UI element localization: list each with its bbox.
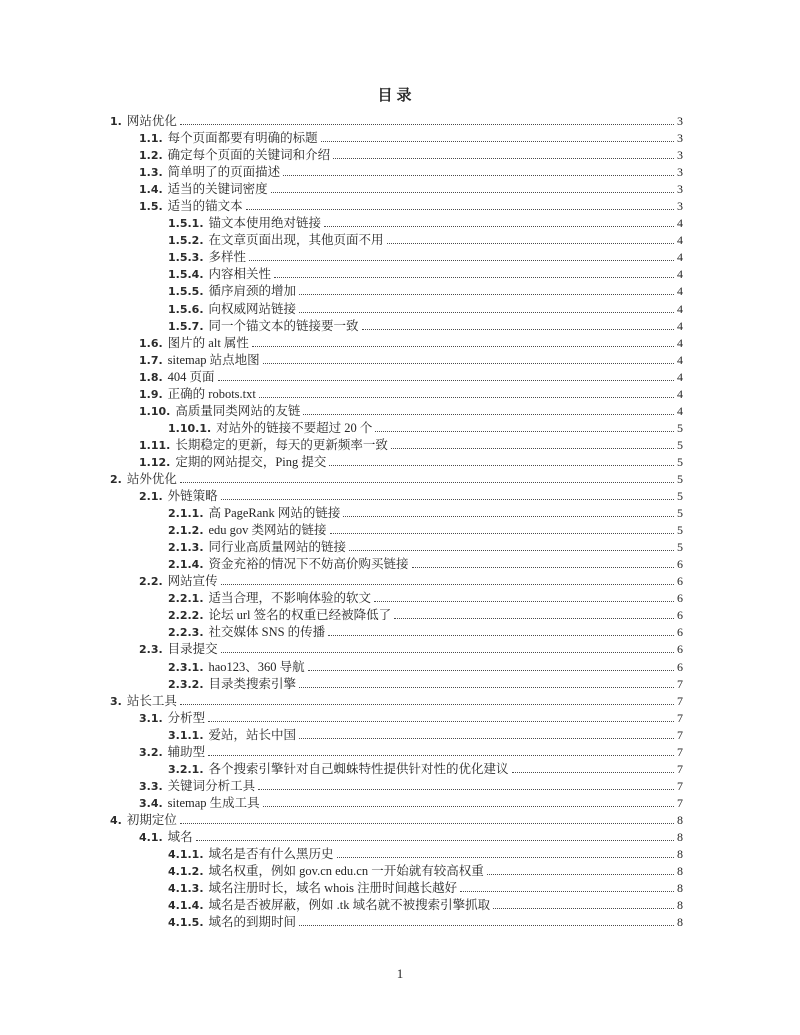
toc-entry-number: 2.2.3. [168, 626, 204, 640]
toc-entry-page-number: 4 [677, 318, 683, 333]
toc-entry-number: 1.4. [139, 183, 163, 197]
toc-entry-number: 1.9. [139, 387, 163, 401]
toc-entry-label: 关键词分析工具 [167, 778, 256, 793]
toc-entry[interactable] [110, 215, 683, 232]
toc-entry-number: 2.2.1. [168, 592, 204, 606]
dot-leader [263, 363, 674, 364]
toc-entry-number: 1.6. [139, 336, 163, 350]
toc-entry-number: 1.8. [139, 370, 163, 384]
toc-entry-label: 域名是否有什么黑历史 [208, 847, 334, 862]
toc-entry-number: 3. [110, 694, 122, 708]
toc-entry-page-number: 5 [677, 523, 683, 538]
toc-entry-number: 1.3. [139, 166, 163, 180]
dot-leader [299, 294, 674, 295]
toc-entry[interactable] [110, 573, 683, 590]
dot-leader [343, 516, 674, 517]
toc-entry[interactable] [110, 659, 683, 676]
toc-entry-label: 同一个锚文本的链接要一致 [208, 318, 359, 333]
toc-entry-label: 社交媒体 SNS 的传播 [208, 625, 326, 640]
toc-entry-number: 1.12. [139, 455, 171, 469]
toc-entry-number: 1.5.4. [168, 268, 204, 282]
toc-entry-number: 1.5.7. [168, 319, 204, 333]
toc-entry-label: 每个页面都要有明确的标题 [167, 131, 318, 146]
toc-entry-page-number: 8 [677, 881, 683, 896]
toc-entry-number: 4.1. [139, 830, 163, 844]
page-number-footer: 1 [396, 966, 404, 981]
toc-entry-label: 网站宣传 [167, 574, 218, 589]
dot-leader [252, 346, 674, 347]
toc-entry[interactable] [110, 812, 683, 829]
dot-leader [362, 329, 674, 330]
toc-entry-page-number: 7 [677, 710, 683, 725]
toc-entry-page-number: 6 [677, 642, 683, 657]
toc-entry-label: 外链策略 [167, 489, 218, 504]
toc-entry-page-number: 5 [677, 437, 683, 452]
dot-leader [271, 192, 674, 193]
toc-entry[interactable] [110, 420, 683, 437]
toc-entry[interactable] [110, 522, 683, 539]
toc-title: 目录 [377, 88, 416, 104]
toc-entry-page-number: 5 [677, 489, 683, 504]
toc-entry-number: 2.1.3. [168, 541, 204, 555]
dot-leader [208, 721, 674, 722]
toc-entry[interactable] [110, 113, 683, 130]
dot-leader [375, 431, 674, 432]
toc-entry[interactable] [110, 505, 683, 522]
toc-entry-label: 简单明了的页面描述 [167, 165, 281, 180]
dot-leader [308, 670, 674, 671]
toc-entry[interactable] [110, 488, 683, 505]
toc-entry-number: 1.2. [139, 149, 163, 163]
toc-entry-label: 域名 [167, 829, 193, 844]
toc-entry-label: 向权威网站链接 [208, 301, 297, 316]
dot-leader [487, 874, 674, 875]
dot-leader [180, 823, 674, 824]
toc-entry-page-number: 4 [677, 301, 683, 316]
toc-entry-number: 1.10.1. [168, 421, 212, 435]
toc-entry-label: hao123、360 导航 [208, 659, 305, 674]
toc-entry-label: 对站外的链接不要超过 20 个 [216, 420, 373, 435]
toc-entry[interactable] [110, 266, 683, 283]
toc-entry-page-number: 8 [677, 915, 683, 930]
toc-entry-number: 4.1.2. [168, 865, 204, 879]
toc-entry-number: 2.3. [139, 643, 163, 657]
toc-entry-number: 1.10. [139, 404, 171, 418]
dot-leader [208, 755, 674, 756]
toc-entry[interactable] [110, 727, 683, 744]
toc-entry-number: 1.7. [139, 353, 163, 367]
toc-entry-page-number: 7 [677, 693, 683, 708]
toc-entry-label: 域名权重，例如 gov.cn edu.cn 一开始就有较高权重 [208, 864, 484, 879]
toc-entry[interactable] [110, 693, 683, 710]
toc-entry-label: 同行业高质量网站的链接 [208, 540, 347, 555]
toc-entry[interactable] [110, 301, 683, 318]
toc-entry[interactable] [110, 147, 683, 164]
toc-entry-page-number: 3 [677, 165, 683, 180]
toc-entry-label: 适当的锚文本 [167, 199, 243, 214]
toc-entry-page-number: 8 [677, 864, 683, 879]
toc-entry-page-number: 7 [677, 676, 683, 691]
toc-entry-label: 高 PageRank 网站的链接 [208, 506, 341, 521]
toc-entry-page-number: 5 [677, 540, 683, 555]
toc-entry-label: 正确的 robots.txt [167, 386, 256, 401]
toc-entry-label: 站外优化 [126, 471, 177, 486]
dot-leader [324, 226, 674, 227]
toc-entry-label: 定期的网站提交，Ping 提交 [175, 454, 327, 469]
toc-entry[interactable] [110, 249, 683, 266]
toc-entry-label: 各个搜索引擎针对自己蜘蛛特性提供针对性的优化建议 [208, 761, 509, 776]
toc-entry[interactable] [110, 676, 683, 693]
dot-leader [299, 312, 674, 313]
toc-entry-page-number: 7 [677, 727, 683, 742]
dot-leader [263, 806, 674, 807]
toc-entry-page-number: 8 [677, 898, 683, 913]
toc-entry-number: 2.3.1. [168, 660, 204, 674]
toc-entry[interactable] [110, 556, 683, 573]
toc-entry-label: 辅助型 [167, 744, 206, 759]
dot-leader [283, 175, 674, 176]
toc-entry-page-number: 6 [677, 591, 683, 606]
toc-entry-label: 资金充裕的情况下不妨高价购买链接 [208, 557, 409, 572]
toc-entry-number: 3.1. [139, 711, 163, 725]
toc-entry-label: 图片的 alt 属性 [167, 335, 249, 350]
toc-entry-page-number: 8 [677, 829, 683, 844]
toc-entry-label: sitemap 站点地图 [167, 352, 260, 367]
toc-entry[interactable] [110, 761, 683, 778]
dot-leader [512, 772, 674, 773]
dot-leader [374, 601, 674, 602]
toc-entry-page-number: 5 [677, 471, 683, 486]
toc-entry[interactable] [110, 863, 683, 880]
toc-entry-number: 2.1.4. [168, 558, 204, 572]
toc-entry-label: 论坛 url 签名的权重已经被降低了 [208, 608, 392, 623]
toc-entry-number: 1.5.6. [168, 302, 204, 316]
toc-entry-page-number: 8 [677, 812, 683, 827]
toc-entry-label: 域名注册时长，域名 whois 注册时间越长越好 [208, 881, 458, 896]
toc-entry[interactable] [110, 624, 683, 641]
toc-entry-label: 多样性 [208, 250, 247, 265]
toc-entry-label: 长期稳定的更新，每天的更新频率一致 [175, 437, 388, 452]
toc-entry-page-number: 4 [677, 233, 683, 248]
toc-entry-label: 域名是否被屏蔽，例如 .tk 域名就不被搜索引擎抓取 [208, 898, 491, 913]
toc-entry[interactable] [110, 164, 683, 181]
toc-entry-label: sitemap 生成工具 [167, 795, 260, 810]
toc-entry-number: 3.3. [139, 779, 163, 793]
dot-leader [337, 857, 674, 858]
toc-entry-label: 适当的关键词密度 [167, 182, 268, 197]
toc-entry-number: 2.1.1. [168, 507, 204, 521]
toc-entry[interactable] [110, 232, 683, 249]
toc-entry-number: 2.1. [139, 490, 163, 504]
toc-entry-label: edu gov 类网站的链接 [208, 523, 327, 538]
toc-entry[interactable] [110, 471, 683, 488]
toc-entry-page-number: 4 [677, 284, 683, 299]
dot-leader [391, 448, 674, 449]
dot-leader [196, 840, 674, 841]
toc-entry[interactable] [110, 369, 683, 386]
toc-entry-number: 4.1.5. [168, 916, 204, 930]
dot-leader [249, 260, 674, 261]
dot-leader [299, 738, 674, 739]
toc-entry[interactable] [110, 641, 683, 658]
toc-entry[interactable] [110, 607, 683, 624]
toc-entry-label: 高质量同类网站的友链 [175, 403, 301, 418]
toc-entry-number: 1.5.5. [168, 285, 204, 299]
toc-entry-number: 1. [110, 115, 122, 128]
toc-entry-number: 3.2.1. [168, 762, 204, 776]
dot-leader [299, 925, 674, 926]
toc-entry-number: 2. [110, 472, 122, 486]
toc-entry[interactable] [110, 846, 683, 863]
dot-leader [394, 618, 674, 619]
toc-entry-page-number: 3 [677, 199, 683, 214]
toc-entry-page-number: 4 [677, 250, 683, 265]
toc-entry[interactable] [110, 897, 683, 914]
toc-entry-label: 站长工具 [126, 693, 177, 708]
dot-leader [221, 584, 674, 585]
toc-entry-number: 2.1.2. [168, 524, 204, 538]
toc-entry-label: 确定每个页面的关键词和介绍 [167, 148, 331, 163]
toc-entry[interactable] [110, 539, 683, 556]
toc-entry[interactable] [110, 829, 683, 846]
toc-entry[interactable] [110, 914, 683, 931]
toc-entry-page-number: 4 [677, 352, 683, 367]
toc-entry-number: 1.5.3. [168, 251, 204, 265]
toc-entry-number: 3.4. [139, 796, 163, 810]
toc-entry-page-number: 6 [677, 625, 683, 640]
toc-entry-page-number: 7 [677, 795, 683, 810]
dot-leader [321, 141, 674, 142]
dot-leader [303, 414, 674, 415]
dot-leader [221, 499, 674, 500]
dot-leader [387, 243, 674, 244]
toc-entry-page-number: 8 [677, 847, 683, 862]
toc-entry-page-number: 6 [677, 574, 683, 589]
toc-entry-number: 4.1.3. [168, 882, 204, 896]
dot-leader [274, 277, 674, 278]
toc-entry-number: 4.1.1. [168, 848, 204, 862]
toc-entry-label: 在文章页面出现，其他页面不用 [208, 233, 384, 248]
dot-leader [180, 482, 674, 483]
toc-entry-number: 1.5.1. [168, 217, 204, 231]
dot-leader [221, 652, 674, 653]
toc-entry-number: 1.11. [139, 438, 171, 452]
toc-entry-page-number: 4 [677, 369, 683, 384]
toc-entry-number: 3.2. [139, 745, 163, 759]
dot-leader [412, 567, 674, 568]
toc-entry[interactable] [110, 880, 683, 897]
toc-entry-label: 内容相关性 [208, 267, 272, 282]
toc-entry[interactable] [110, 198, 683, 215]
toc-entry-page-number: 4 [677, 267, 683, 282]
toc-entry-page-number: 3 [677, 131, 683, 146]
dot-leader [328, 635, 674, 636]
dot-leader [258, 789, 674, 790]
toc-entry-number: 2.3.2. [168, 677, 204, 691]
dot-leader [299, 687, 674, 688]
toc-entry-number: 1.5.2. [168, 234, 204, 248]
toc-entry-page-number: 6 [677, 608, 683, 623]
toc-entry-page-number: 6 [677, 557, 683, 572]
toc-entry-label: 网站优化 [126, 114, 177, 128]
toc-entry-label: 分析型 [167, 710, 206, 725]
toc-entry[interactable] [110, 590, 683, 607]
toc-entry-page-number: 7 [677, 761, 683, 776]
dot-leader [218, 380, 674, 381]
dot-leader [246, 209, 674, 210]
toc-entry-number: 3.1.1. [168, 728, 204, 742]
toc-entry-page-number: 4 [677, 335, 683, 350]
toc-entry-page-number: 3 [677, 182, 683, 197]
toc-entry-page-number: 7 [677, 778, 683, 793]
toc-entry[interactable] [110, 403, 683, 420]
toc-entry-page-number: 4 [677, 216, 683, 231]
toc-entry-number: 1.1. [139, 132, 163, 146]
toc-entry-number: 1.5. [139, 200, 163, 214]
toc-entry-number: 2.2. [139, 575, 163, 589]
toc-entry-label: 初期定位 [126, 812, 177, 827]
toc-entry[interactable] [110, 386, 683, 403]
toc-entry-page-number: 3 [677, 148, 683, 163]
dot-leader [333, 158, 674, 159]
toc-entry[interactable] [110, 744, 683, 761]
toc-entry[interactable] [110, 352, 683, 369]
toc-entry-label: 目录提交 [167, 642, 218, 657]
toc-entry-page-number: 5 [677, 454, 683, 469]
toc-entry-page-number: 6 [677, 659, 683, 674]
dot-leader [460, 891, 674, 892]
toc-entry-number: 4. [110, 813, 122, 827]
toc-entry-page-number: 4 [677, 386, 683, 401]
toc-entry-label: 域名的到期时间 [208, 915, 297, 930]
dot-leader [493, 908, 674, 909]
toc-entry[interactable] [110, 795, 683, 812]
toc-entry-label: 适当合理，不影响体验的软文 [208, 591, 372, 606]
toc-entry-page-number: 5 [677, 420, 683, 435]
toc-entry[interactable] [110, 710, 683, 727]
toc-entry[interactable] [110, 437, 683, 454]
toc-entry[interactable] [110, 454, 683, 471]
toc-entry[interactable] [110, 778, 683, 795]
toc-entry-label: 锚文本使用绝对链接 [208, 216, 322, 231]
toc-entry[interactable] [110, 335, 683, 352]
table-of-contents [110, 86, 683, 931]
toc-entry-page-number: 3 [677, 114, 683, 128]
toc-entry-label: 404 页面 [167, 369, 215, 384]
toc-entry-page-number: 4 [677, 403, 683, 418]
toc-entry-label: 目录类搜索引擎 [208, 676, 297, 691]
toc-entry-number: 2.2.2. [168, 609, 204, 623]
toc-list [110, 113, 683, 931]
dot-leader [259, 397, 674, 398]
dot-leader [180, 124, 674, 125]
dot-leader [180, 704, 674, 705]
toc-entry-number: 4.1.4. [168, 899, 204, 913]
toc-entry[interactable] [110, 181, 683, 198]
toc-entry[interactable] [110, 130, 683, 147]
toc-entry[interactable] [110, 318, 683, 335]
dot-leader [330, 533, 674, 534]
toc-entry-label: 爱站，站长中国 [208, 727, 297, 742]
toc-entry-page-number: 5 [677, 506, 683, 521]
dot-leader [349, 550, 674, 551]
toc-entry-label: 循序肩颈的增加 [208, 284, 297, 299]
toc-entry-page-number: 7 [677, 744, 683, 759]
dot-leader [329, 465, 674, 466]
toc-entry[interactable] [110, 283, 683, 300]
